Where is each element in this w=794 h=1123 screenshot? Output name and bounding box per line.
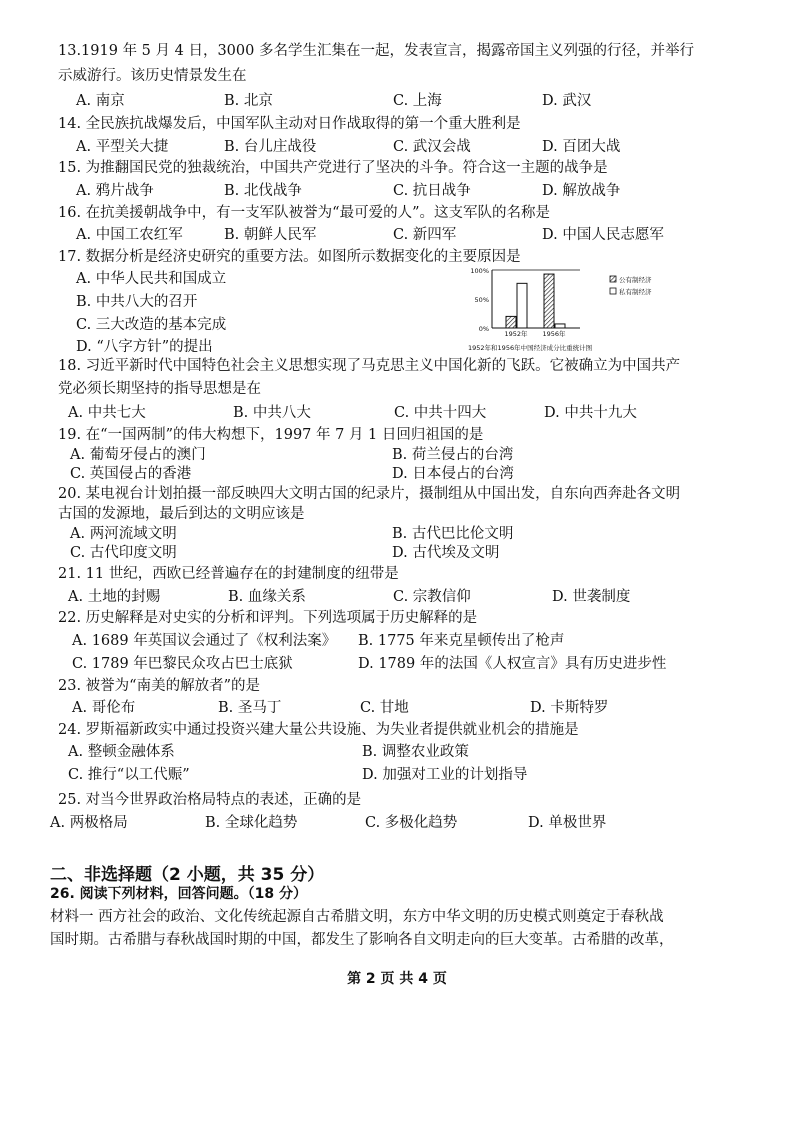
chart-ytick-label: 100%: [470, 267, 489, 275]
section2-heading: 二、非选择题（2 小题，共 35 分）: [50, 865, 325, 885]
q22-option-a[interactable]: A. 1689 年英国议会通过了《权利法案》: [72, 633, 337, 649]
q20-stem-line2: 古国的发源地，最后到达的文明应该是: [58, 506, 305, 522]
q14-option-b[interactable]: B. 台儿庄战役: [224, 139, 317, 155]
q23-stem: 23. 被誉为“南美的解放者”的是: [58, 678, 260, 694]
q20-option-b[interactable]: B. 古代巴比伦文明: [392, 526, 514, 542]
q19-stem: 19. 在“一国两制”的伟大构想下，1997 年 7 月 1 日回归祖国的是: [58, 427, 484, 443]
q24-stem: 24. 罗斯福新政实中通过投资兴建大量公共设施、为失业者提供就业机会的措施是: [58, 722, 579, 738]
q20-option-d[interactable]: D. 古代埃及文明: [392, 545, 500, 561]
q22-stem: 22. 历史解释是对史实的分析和评判。下列选项属于历史解释的是: [58, 610, 478, 626]
q19-option-c[interactable]: C. 英国侵占的香港: [70, 466, 192, 482]
q17-option-d[interactable]: D. “八字方针”的提出: [76, 339, 213, 355]
q17-option-c[interactable]: C. 三大改造的基本完成: [76, 317, 227, 333]
q24-option-c[interactable]: C. 推行“以工代赈”: [68, 767, 190, 783]
chart-legend-swatch: [610, 288, 616, 294]
q17-stem: 17. 数据分析是经济史研究的重要方法。如图所示数据变化的主要原因是: [58, 249, 521, 265]
material1-line2: 国时期。古希腊与春秋战国时期的中国，都发生了影响各自文明走向的巨大变革。古希腊的改革，: [50, 932, 674, 948]
chart-caption: 1952年和1956年中国经济成分比重统计图: [468, 344, 593, 352]
q16-stem: 16. 在抗美援朝战争中，有一支军队被誉为“最可爱的人”。这支军队的名称是: [58, 205, 550, 221]
q19-option-d[interactable]: D. 日本侵占的台湾: [392, 466, 514, 482]
q23-option-c[interactable]: C. 甘地: [360, 700, 409, 716]
q25-stem: 25. 对当今世界政治格局特点的表述，正确的是: [58, 792, 362, 808]
page-footer: 第 2 页 共 4 页: [347, 971, 447, 987]
q23-option-b[interactable]: B. 圣马丁: [218, 700, 282, 716]
q18-option-d[interactable]: D. 中共十九大: [544, 405, 637, 421]
q15-option-a[interactable]: A. 鸦片战争: [76, 183, 154, 199]
chart-category-label: 1956年: [542, 330, 566, 338]
chart-legend-label: 私有制经济: [619, 288, 652, 296]
q22-option-c[interactable]: C. 1789 年巴黎民众攻占巴士底狱: [72, 656, 293, 672]
q21-option-c[interactable]: C. 宗教信仰: [393, 589, 471, 605]
q16-option-d[interactable]: D. 中国人民志愿军: [542, 227, 664, 243]
q18-stem-line2: 党必须长期坚持的指导思想是在: [58, 381, 261, 397]
q21-option-a[interactable]: A. 土地的封赐: [68, 589, 161, 605]
chart-bar-public-0: [506, 316, 516, 328]
chart-bar-private-1: [555, 324, 565, 328]
chart-bar-private-0: [517, 283, 527, 328]
q20-stem-line1: 20. 某电视台计划拍摄一部反映四大文明古国的纪录片，摄制组从中国出发，自东向西奔赴各文明: [58, 486, 681, 502]
q15-stem: 15. 为推翻国民党的独裁统治，中国共产党进行了坚决的斗争。符合这一主题的战争是: [58, 160, 608, 176]
q16-option-a[interactable]: A. 中国工农红军: [76, 227, 183, 243]
q22-option-b[interactable]: B. 1775 年来克星顿传出了枪声: [358, 633, 565, 649]
q21-stem: 21. 11 世纪，西欧已经普遍存在的封建制度的纽带是: [58, 566, 399, 582]
q20-option-c[interactable]: C. 古代印度文明: [70, 545, 177, 561]
q13-stem-line1: 13.1919 年 5 月 4 日，3000 多名学生汇集在一起，发表宣言，揭露帝国主义列强的行径，并举行: [58, 43, 694, 59]
q14-option-a[interactable]: A. 平型关大捷: [76, 139, 169, 155]
q23-option-a[interactable]: A. 哥伦布: [72, 700, 136, 716]
q25-option-c[interactable]: C. 多极化趋势: [365, 815, 458, 831]
q15-option-b[interactable]: B. 北伐战争: [224, 183, 302, 199]
q24-option-a[interactable]: A. 整顿金融体系: [68, 744, 175, 760]
q17-option-b[interactable]: B. 中共八大的召开: [76, 294, 198, 310]
q21-option-d[interactable]: D. 世袭制度: [552, 589, 631, 605]
chart-ytick-label: 50%: [474, 296, 489, 304]
q23-option-d[interactable]: D. 卡斯特罗: [530, 700, 609, 716]
q18-stem-line1: 18. 习近平新时代中国特色社会主义思想实现了马克思主义中国化新的飞跃。它被确立为中国共产: [58, 358, 681, 374]
q24-option-b[interactable]: B. 调整农业政策: [362, 744, 469, 760]
economy-bar-chart-svg: [468, 266, 698, 356]
q25-option-a[interactable]: A. 两极格局: [50, 815, 128, 831]
chart-ytick-label: 0%: [478, 325, 489, 333]
chart-bar-public-1: [544, 274, 554, 328]
q19-option-b[interactable]: B. 荷兰侵占的台湾: [392, 447, 514, 463]
q25-option-d[interactable]: D. 单极世界: [528, 815, 607, 831]
q17-option-a[interactable]: A. 中华人民共和国成立: [76, 271, 227, 287]
q13-option-b[interactable]: B. 北京: [224, 93, 273, 109]
q14-option-d[interactable]: D. 百团大战: [542, 139, 621, 155]
chart-legend-swatch: [610, 276, 616, 282]
q21-option-b[interactable]: B. 血缘关系: [228, 589, 306, 605]
material1-line1: 材料一 西方社会的政治、文化传统起源自古希腊文明，东方中华文明的历史模式则奠定于春秋战: [50, 909, 664, 925]
q26-title: 26. 阅读下列材料，回答问题。（18 分）: [50, 886, 308, 902]
q25-option-b[interactable]: B. 全球化趋势: [205, 815, 298, 831]
q22-option-d[interactable]: D. 1789 年的法国《人权宣言》具有历史进步性: [358, 656, 667, 672]
q13-option-c[interactable]: C. 上海: [393, 93, 442, 109]
q20-option-a[interactable]: A. 两河流域文明: [70, 526, 177, 542]
q16-option-b[interactable]: B. 朝鲜人民军: [224, 227, 317, 243]
economy-bar-chart: [468, 266, 698, 356]
q15-option-c[interactable]: C. 抗日战争: [393, 183, 471, 199]
q13-stem-line2: 示威游行。该历史情景发生在: [58, 68, 247, 84]
q24-option-d[interactable]: D. 加强对工业的计划指导: [362, 767, 528, 783]
chart-category-label: 1952年: [504, 330, 528, 338]
q18-option-c[interactable]: C. 中共十四大: [394, 405, 487, 421]
q13-option-a[interactable]: A. 南京: [76, 93, 125, 109]
q14-stem: 14. 全民族抗战爆发后，中国军队主动对日作战取得的第一个重大胜利是: [58, 116, 521, 132]
q18-option-a[interactable]: A. 中共七大: [68, 405, 146, 421]
chart-legend-label: 公有制经济: [619, 276, 652, 284]
q15-option-d[interactable]: D. 解放战争: [542, 183, 621, 199]
q19-option-a[interactable]: A. 葡萄牙侵占的澳门: [70, 447, 206, 463]
q14-option-c[interactable]: C. 武汉会战: [393, 139, 471, 155]
q13-option-d[interactable]: D. 武汉: [542, 93, 592, 109]
q16-option-c[interactable]: C. 新四军: [393, 227, 457, 243]
q18-option-b[interactable]: B. 中共八大: [233, 405, 311, 421]
